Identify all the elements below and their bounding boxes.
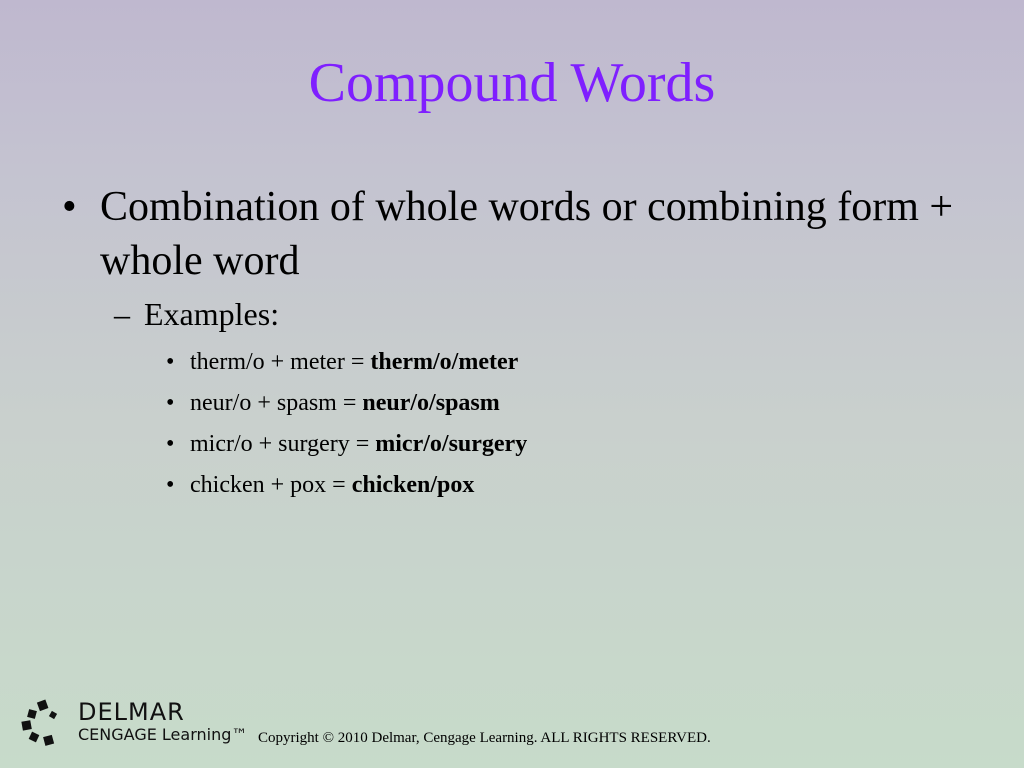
- example-formula: chicken + pox =: [190, 472, 352, 498]
- example-result: micr/o/surgery: [375, 431, 528, 457]
- delmar-logo-mark-icon: [20, 698, 70, 748]
- sub-bullet-text: Examples:: [144, 296, 280, 332]
- example-item: [166, 465, 962, 506]
- example-formula: micr/o + surgery =: [190, 431, 376, 457]
- bullet-marker: •: [62, 184, 77, 230]
- example-item: [166, 383, 962, 424]
- delmar-cengage-logo: [20, 698, 260, 750]
- example-formula: neur/o + spasm =: [190, 390, 363, 416]
- logo-sub-text: CENGAGE Learning: [78, 725, 232, 744]
- main-bullet-text: Combination of whole words or combining form + whole word: [100, 184, 954, 284]
- logo-name: DELMAR: [78, 698, 185, 726]
- slide-title: Compound Words: [308, 52, 716, 114]
- example-item: [166, 424, 962, 465]
- bullet-marker: •: [166, 349, 175, 375]
- example-result: therm/o/meter: [370, 349, 519, 375]
- example-result: chicken/pox: [351, 472, 475, 498]
- examples-list: [166, 342, 962, 506]
- example-item: [166, 342, 962, 383]
- logo-subtitle: [78, 725, 247, 745]
- bullet-marker: •: [166, 431, 175, 457]
- dash-marker: –: [114, 296, 130, 332]
- slide-body: [62, 180, 962, 506]
- example-formula: therm/o + meter =: [190, 349, 371, 375]
- bullet-marker: •: [166, 472, 175, 498]
- bullet-marker: •: [166, 390, 175, 416]
- copyright-notice: Copyright © 2010 Delmar, Cengage Learning. ALL RIGHTS RESERVED.: [258, 730, 711, 746]
- example-result: neur/o/spasm: [362, 390, 500, 416]
- sub-bullet: [114, 292, 962, 336]
- logo-trademark: ™: [231, 725, 248, 744]
- main-bullet: [62, 180, 962, 288]
